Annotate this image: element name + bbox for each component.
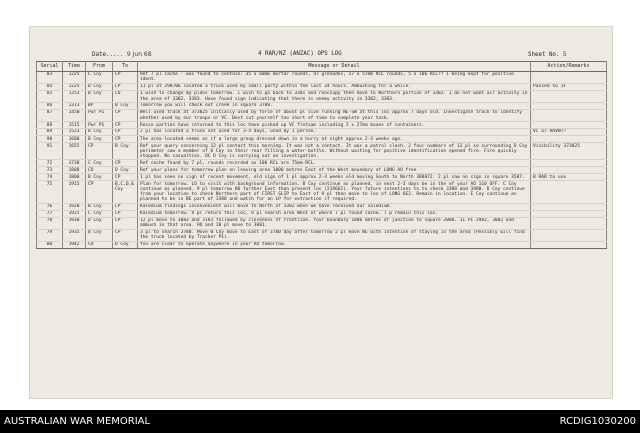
column-header-message: Message or Detail — [138, 62, 531, 72]
cell-to: CP — [113, 229, 138, 241]
cell-time: 1225 — [63, 71, 86, 83]
cell-from: Pwr P1 — [86, 110, 113, 122]
sheet-label: Sheet No. — [528, 52, 560, 58]
cell-from: C Coy — [86, 71, 113, 83]
cell-to: CP — [113, 217, 138, 229]
cell-from: B Coy — [86, 129, 113, 136]
cell-to: CP — [113, 122, 138, 129]
cell-action — [531, 242, 607, 249]
table-header-row — [37, 62, 607, 72]
date-label: Date..... — [92, 52, 124, 58]
cell-serial: 80 — [37, 242, 63, 249]
cell-from: BP — [86, 103, 113, 110]
cell-message: I wish to change my plans tomorrow. I wish to go back to 3381 and reoccupy then move to Northern portion of 3382. I do not want air activity in the area of 3382, 3383. Have found sign indicating that there is enemy activity in 3382, 3383. — [138, 90, 531, 102]
table-row — [37, 122, 607, 129]
cell-action — [531, 110, 607, 122]
cell-serial: 91 — [37, 143, 63, 160]
table-row — [37, 210, 607, 217]
table-row — [37, 217, 607, 229]
cell-serial: 88 — [37, 122, 63, 129]
cell-action — [531, 167, 607, 174]
cell-action: VC or ARVN?? — [531, 129, 607, 136]
cell-time: 1920 — [63, 203, 86, 210]
cell-action — [531, 203, 607, 210]
cell-time: 1515 — [63, 122, 86, 129]
cell-time: 1942 — [63, 242, 86, 249]
cell-to: CP — [113, 210, 138, 217]
cell-from: C Coy — [86, 160, 113, 167]
table-row — [37, 136, 607, 143]
table-row — [37, 242, 607, 249]
cell-time: 1915 — [63, 181, 86, 203]
cell-action — [531, 217, 607, 229]
cell-from: CP — [86, 143, 113, 160]
cell-time: 1800 — [63, 167, 86, 174]
cell-message: 3 pl to search 3780. Move W Coy move to East of 3780 day after tomorrow 2 pl move NE with intention of staying in the area (Possibly will find the truck located by Tracker P1). — [138, 229, 531, 241]
cell-serial: 90 — [37, 136, 63, 143]
cell-message: Ref your query concerning 12 pl contact this morning. It was not a contact. It was a patrol clash. 2 four numbers of 12 pl so surrounding D Coy perimeter saw a member of D Coy in their rear filling a water-bottle. Without waiting for positive identification opened fire. Fire quickly stopped. No casualties. OC D Coy is carrying out an investigation. — [138, 143, 531, 160]
cell-from: B Coy — [86, 174, 113, 181]
table-row — [37, 143, 607, 160]
cell-message: Plan for tomorrow. LO to visit with background information. B Coy continue as planned, in next 2-3 days be in the of your AO 110 OFF. C Coy continue as planned. 9 pl tomorrow 80 further East than present loc (219662). Your future intentions to to check 3380 and 3480. D Coy continue from your location to check Northern part of FIRST SLIP to East of 9 pl then move to loc of LONG OE2. Remain in location. E Coy continue as planned to be in BE part of 3380 and watch for an LP for extraction if required. — [138, 181, 531, 203]
cell-message: You are clear to operate anywhere in your AO tomorrow. — [138, 242, 531, 249]
cell-message: Kaledium findings inconvenient will move to North of 3382 when we have received our saledium. — [138, 203, 531, 210]
cell-message: Recce parties have returned to this loc have picked up VC flotsam including 2 x 27mm boxes of containers. — [138, 122, 531, 129]
table-row — [37, 174, 607, 181]
cell-message: Ref 7 pl cache - was found to contain: 35 x 60mm mortar rounds, 47 grenades, 57 x 57mm RCL rounds, 5 x 106 RCL?? 1 being kept for positive ident. — [138, 71, 531, 83]
ops-log-sheet — [30, 27, 612, 398]
cell-message: Tomorrow you will check out creek in square 3780. — [138, 103, 531, 110]
cell-serial: 85 — [37, 90, 63, 102]
cell-message: The area located seems as if a large group dressed down in a hurry at night approx 2-3 weeks ago. — [138, 136, 531, 143]
cell-from: B Coy — [86, 90, 113, 102]
table-row — [37, 167, 607, 174]
table-row — [37, 160, 607, 167]
cell-time: 1930 — [63, 217, 86, 229]
cell-from: CP — [86, 181, 113, 203]
cell-serial: 83 — [37, 71, 63, 83]
column-header-action: Action/Remarks — [531, 62, 607, 72]
cell-message: 2 pl has located a truck not used for 3-4 days, used by 1 person. — [138, 129, 531, 136]
cell-from: D Coy — [86, 83, 113, 90]
cell-action — [531, 229, 607, 241]
date-value: 9 Jun 68 — [126, 51, 152, 58]
column-header-from: From — [86, 62, 113, 72]
cell-message: Well used track at 373825 initially used by force of about pl size running NE-SW at this loc approx 7 days old. Investigate track to identify whether used by our troops or VC. Best cut yourself too short of time to complete your task. — [138, 110, 531, 122]
cell-message: Ref your plans for tomorrow plan on leaving area 1000 metres East of the West boundary of LONG AO free — [138, 167, 531, 174]
cell-time: 1313 — [63, 103, 86, 110]
log-title: 4 RAR/NZ (ANZAC) OPS LOG — [258, 51, 342, 57]
cell-serial: 86 — [37, 103, 63, 110]
cell-to: CP — [113, 160, 138, 167]
cell-to: CP — [113, 71, 138, 83]
cell-time: 1225 — [63, 83, 86, 90]
log-entries — [37, 71, 607, 248]
cell-from: C Coy — [86, 210, 113, 217]
table-row — [37, 90, 607, 102]
cell-action — [531, 71, 607, 83]
cell-time: 1808 — [63, 174, 86, 181]
cell-serial: 72 — [37, 160, 63, 167]
cell-serial: 76 — [37, 203, 63, 210]
cell-message: 12 pl move to 3083 and 3183 followed by closeness of frontline. Your boundary 1000 metres of junction to square 2080. 11 PI 2982, 3082 and ambush in that area. HQ and 10 pl move to 3081. — [138, 217, 531, 229]
cell-from: CO — [86, 167, 113, 174]
cell-time: 1925 — [63, 210, 86, 217]
sheet-number-line — [528, 51, 567, 58]
cell-action — [531, 160, 607, 167]
cell-serial: 77 — [37, 210, 63, 217]
cell-to: B Coy — [113, 143, 138, 160]
table-row — [37, 229, 607, 241]
cell-to: CP — [113, 83, 138, 90]
cell-time: 1253 — [63, 90, 86, 102]
cell-serial: 79 — [37, 229, 63, 241]
cell-time: 1655 — [63, 143, 86, 160]
cell-time: 1450 — [63, 110, 86, 122]
cell-to: B,C,D,& Coy — [113, 181, 138, 203]
cell-action — [531, 210, 607, 217]
cell-action — [531, 181, 607, 203]
footer-institution: AUSTRALIAN WAR MEMORIAL — [4, 416, 151, 427]
table-row — [37, 71, 607, 83]
table-row — [37, 110, 607, 122]
cell-message: Ref cache found by 7 pl, rounds recorded as 106 RCL are 75mm RCL. — [138, 160, 531, 167]
cell-from: B Coy — [86, 229, 113, 241]
cell-to: CP — [113, 203, 138, 210]
column-header-to: To — [113, 62, 138, 72]
table-row — [37, 103, 607, 110]
cell-to: CP — [113, 174, 138, 181]
date-line — [92, 51, 152, 58]
cell-action: Passed to 1F — [531, 83, 607, 90]
cell-action — [531, 90, 607, 102]
cell-to: CO — [113, 90, 138, 102]
cell-time: 1523 — [63, 129, 86, 136]
ops-log-table — [36, 61, 607, 249]
cell-action: Visibility 373825 — [531, 143, 607, 160]
column-header-serial: Serial — [37, 62, 63, 72]
footer-reference: RCDIG1030200 — [559, 416, 636, 427]
cell-time: 1935 — [63, 229, 86, 241]
cell-from: B Coy — [86, 203, 113, 210]
cell-action — [531, 122, 607, 129]
table-row — [37, 181, 607, 203]
cell-serial: 75 — [37, 181, 63, 203]
cell-serial: 74 — [37, 174, 63, 181]
cell-time: 1730 — [63, 160, 86, 167]
cell-to: D Coy — [113, 242, 138, 249]
cell-to: CP — [113, 136, 138, 143]
cell-message: 1 pl has seen no sign of recent movement, old sign of 1 pl approx 2-3 weeks old moving South to North 388872. 2 pl saw no sign in square 3587. — [138, 174, 531, 181]
cell-action: B RAR to use — [531, 174, 607, 181]
table-row — [37, 129, 607, 136]
cell-time: 1600 — [63, 136, 86, 143]
archive-footer — [0, 410, 640, 433]
cell-from: B Coy — [86, 136, 113, 143]
cell-action — [531, 136, 607, 143]
column-header-time: Time — [63, 62, 86, 72]
cell-from: CO — [86, 242, 113, 249]
cell-from: D Coy — [86, 217, 113, 229]
cell-to: CP — [113, 110, 138, 122]
sheet-value: 5 — [562, 51, 567, 58]
table-row — [37, 83, 607, 90]
cell-serial: 87 — [37, 110, 63, 122]
table-row — [37, 203, 607, 210]
cell-serial: 89 — [37, 129, 63, 136]
cell-serial: 78 — [37, 217, 63, 229]
cell-action — [531, 103, 607, 110]
cell-from: Pwr P1 — [86, 122, 113, 129]
cell-to: CP — [113, 129, 138, 136]
cell-to: B Coy — [113, 103, 138, 110]
cell-serial: 73 — [37, 167, 63, 174]
cell-message: 11 pl at 298706 located a truck used by small party within the last 24 hours. Ambushing for a while. — [138, 83, 531, 90]
cell-message: Kaledium tomorrow. 9 pl return this loc, 8 pl search area West of where 7 pl found cache. 7 p remain this loc. — [138, 210, 531, 217]
cell-to: D Coy — [113, 167, 138, 174]
cell-serial: 84 — [37, 83, 63, 90]
